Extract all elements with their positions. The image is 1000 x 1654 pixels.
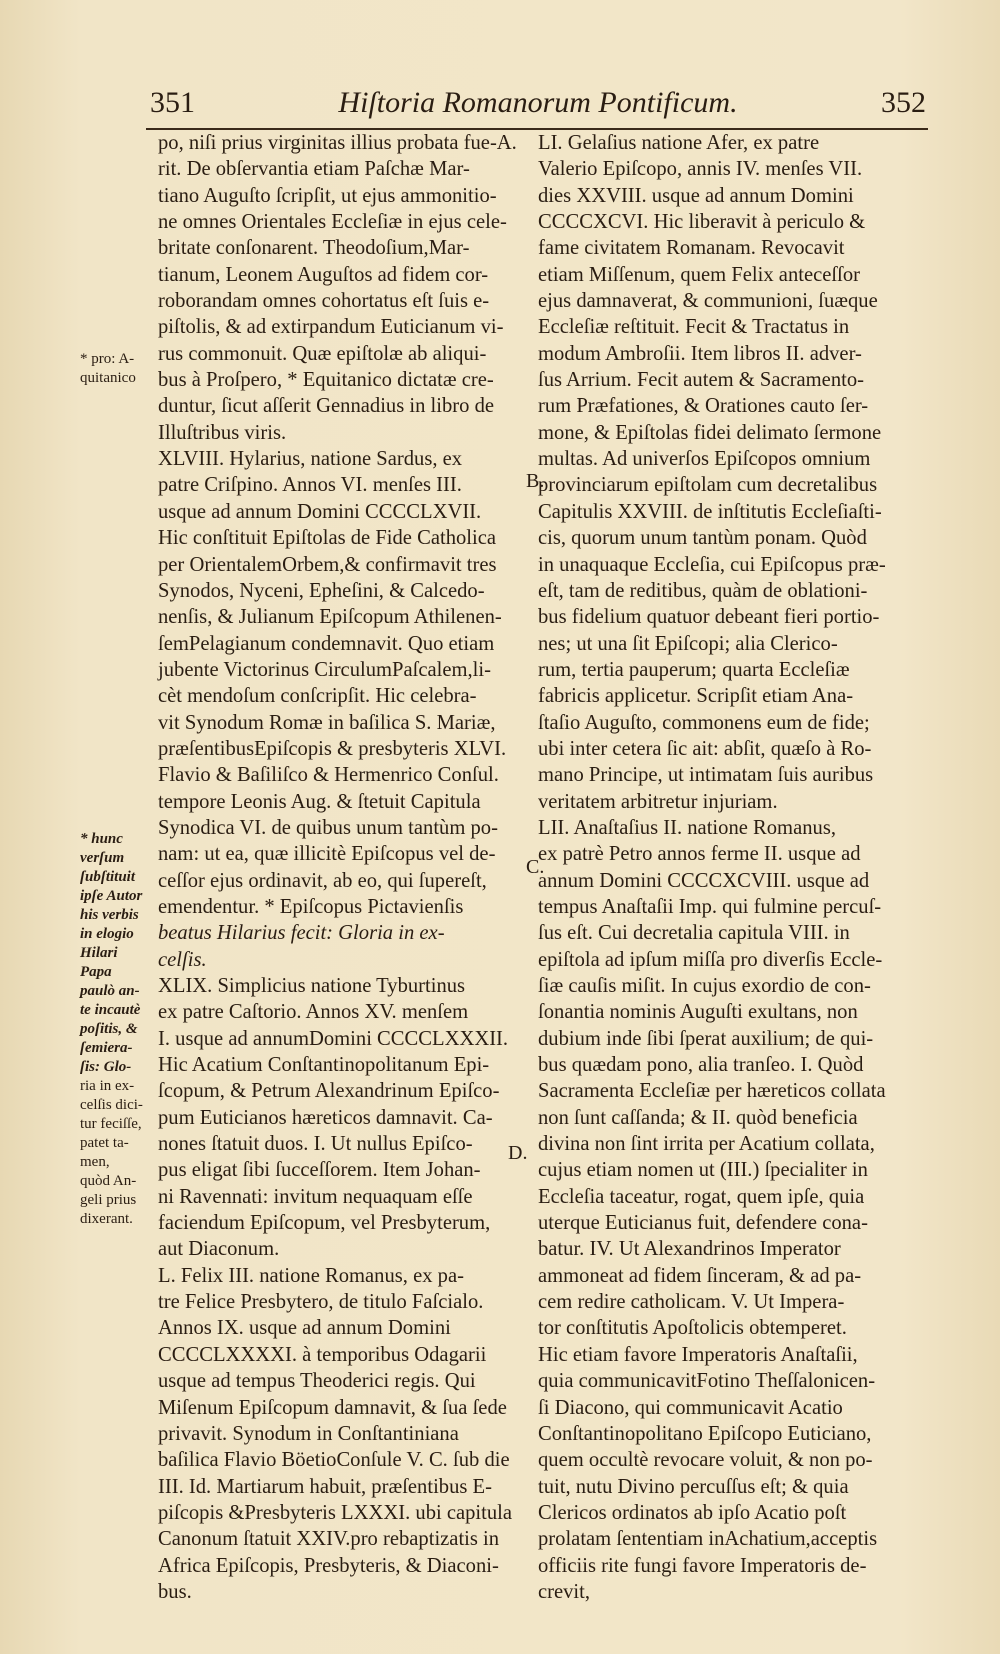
- text-line: bus fidelium quatuor debeant fieri portio-: [538, 606, 880, 629]
- text-line: epiſtola ad ipſum miſſa pro diverſis Eccle-: [538, 948, 883, 971]
- text-line: usque ad tempus Theoderici regis. Qui: [158, 1370, 476, 1393]
- text-line: pus eligat ſibi ſucceſſorem. Item Johan-: [158, 1159, 481, 1182]
- text-line: rit. De obſervantia etiam Paſchæ Mar-: [158, 158, 470, 181]
- text-line: in unaquaque Eccleſia, cui Epiſcopus præ-: [538, 553, 886, 576]
- margin-note-line: * pro: A-: [80, 351, 135, 367]
- text-line: britate conſonarent. Theodoſium,Mar-: [158, 237, 470, 260]
- margin-note-line: geli prius: [80, 1192, 137, 1208]
- margin-note-line: ſis: Glo-: [80, 1059, 132, 1075]
- page-header: [150, 86, 926, 130]
- text-line: bus.: [158, 1580, 192, 1603]
- text-line: LII. Anaſtaſius II. natione Romanus,: [538, 816, 836, 839]
- text-line: Conſtantinopolitano Epiſcopo Euticiano,: [538, 1422, 872, 1445]
- text-line: præſentibusEpiſcopis & presbyteris XLVI.: [158, 737, 507, 760]
- text-line: nam: ut ea, quæ illicitè Epiſcopus vel de-: [158, 843, 496, 866]
- text-line: ſiæ cauſis miſit. In cujus exordio de con-: [538, 975, 871, 997]
- page-number-right: 352: [881, 86, 926, 119]
- text-line: piſtolis, & ad extirpandum Euticianum vi-: [158, 316, 504, 339]
- margin-note-line: paulò an-: [80, 983, 140, 999]
- text-line: ſus Arrium. Fecit autem & Sacramento-: [538, 369, 864, 392]
- text-line: ubi inter cetera ſic ait: abſit, quæſo à Ro-: [538, 737, 872, 760]
- margin-note-line: quitanico: [80, 370, 136, 386]
- text-line: Capitulis XXVIII. de inſtitutis Eccleſiaſti-: [538, 500, 882, 523]
- margin-note-line: poſitis, &: [80, 1021, 138, 1037]
- text-line: ſtaſio Auguſto, commonens eum de fide;: [538, 711, 870, 734]
- left-column: [158, 130, 536, 1605]
- text-line: rus commonuit. Quæ epiſtolæ ab aliqui-: [158, 342, 487, 365]
- text-line: mano Principe, ut intimatam ſuis auribus: [538, 764, 874, 787]
- text-line: nenſis, & Julianum Epiſcopum Athilenen-: [158, 606, 502, 629]
- margin-note-line: ſemiera-: [80, 1040, 133, 1056]
- text-line: III. Id. Martiarum habuit, præſentibus E-: [158, 1475, 492, 1498]
- text-line: tempore Leonis Aug. & ſtetuit Capitula: [158, 790, 481, 813]
- text-line: LI. Gelaſius natione Afer, ex patre: [538, 132, 820, 154]
- text-line: bus quædam pono, alia tranſeo. I. Quòd: [538, 1054, 864, 1077]
- text-line: cis, quorum unum tantùm ponam. Quòd: [538, 527, 867, 550]
- text-line: tor conſtitutis Apoſtolicis obtemperet.: [538, 1317, 847, 1340]
- text-line: tre Felice Presbytero, de titulo Faſcialo.: [158, 1291, 484, 1314]
- text-line: provinciarum epiſtolam cum decretalibus: [538, 474, 878, 497]
- text-line: Miſenum Epiſcopum damnavit, & ſua ſede: [158, 1396, 507, 1419]
- text-line: Clericos ordinatos ab ipſo Acatio poſt: [538, 1501, 847, 1524]
- text-line: ſemPelagianum condemnavit. Quo etiam: [158, 632, 495, 655]
- text-line: emendentur. * Epiſcopus Pictavienſis: [158, 895, 464, 918]
- text-line: duntur, ſicut aſſerit Gennadius in libro de: [158, 395, 495, 418]
- text-line: annum Domini CCCCXCVIII. usque ad: [538, 869, 870, 892]
- text-line: ni Ravennati: invitum nequaquam eſſe: [158, 1185, 473, 1208]
- text-line: mone, & Epiſtolas fidei delimato ſermone: [538, 421, 882, 444]
- text-line: Hic Acatium Conſtantinopolitanum Epi-: [158, 1054, 490, 1077]
- text-line: Synodica VI. de quibus unum tantùm po-: [158, 816, 498, 839]
- text-line: non ſunt caſſanda; & II. quòd beneficia: [538, 1106, 858, 1129]
- text-line: batur. IV. Ut Alexandrinos Imperator: [538, 1238, 841, 1261]
- page-number-left: 351: [150, 86, 195, 119]
- text-line: rum Præfationes, & Orationes cauto ſer-: [538, 395, 869, 418]
- text-line: piſcopis &Presbyteris LXXXI. ubi capitula: [158, 1501, 513, 1524]
- text-line: vit Synodum Romæ in baſilica S. Mariæ,: [158, 711, 496, 734]
- text-line: roborandam omnes cohortatus eſt ſuis e-: [158, 290, 490, 313]
- margin-note-line: ria in ex-: [80, 1078, 135, 1094]
- text-line: Synodos, Nyceni, Epheſini, & Calcedo-: [158, 579, 485, 602]
- text-line: crevit,: [538, 1580, 591, 1603]
- text-line: bus à Proſpero, * Equitanico dictatæ cre-: [158, 369, 494, 392]
- text-line: Canonum ſtatuit XXIV.pro rebaptizatis in: [158, 1528, 500, 1551]
- text-line: modum Ambroſii. Item libros II. adver-: [538, 342, 862, 365]
- margin-note-line: ipſe Autor: [80, 888, 143, 904]
- right-column: [538, 130, 933, 1605]
- margin-note-line: dixerant.: [80, 1211, 133, 1227]
- section-marker-b: B.: [526, 470, 545, 492]
- text-line: ceſſor ejus ordinavit, ab eo, qui ſupereſt,: [158, 869, 487, 892]
- margin-note-line: tur feciſſe,: [80, 1116, 142, 1132]
- text-line: eſt, tam de reditibus, quàm de oblationi-: [538, 579, 868, 602]
- text-line: celſis.: [158, 948, 207, 971]
- text-line: usque ad annum Domini CCCCLXVII.: [158, 500, 482, 523]
- margin-note-line: Hilari: [80, 945, 118, 961]
- text-line: po, niſi prius virginitas illius probata fue-A.: [158, 132, 517, 154]
- text-line: uterque Euticianus fuit, defendere cona-: [538, 1212, 868, 1235]
- text-line: Annos IX. usque ad annum Domini: [158, 1317, 451, 1340]
- margin-note-line: celſis dici-: [80, 1097, 143, 1113]
- running-title: Hiſtoria Romanorum Pontificum.: [338, 86, 738, 119]
- text-line: tuit, nutu Divino percuſſus eſt; & quia: [538, 1475, 849, 1498]
- text-line: nes; ut una ſit Epiſcopi; alia Clerico-: [538, 632, 838, 655]
- text-line: ejus damnaverat, & communioni, ſuæque: [538, 290, 878, 313]
- text-line: tiano Auguſto ſcripſit, ut ejus ammonitio-: [158, 184, 497, 207]
- text-line: multas. Ad univerſos Epiſcopos omnium: [538, 448, 871, 471]
- text-line: Hic etiam favore Imperatoris Anaſtaſii,: [538, 1343, 858, 1366]
- text-line: CCCCLXXXXI. à temporibus Odagarii: [158, 1343, 487, 1366]
- text-line: etiam Miſſenum, quem Felix anteceſſor: [538, 263, 860, 286]
- text-line: quem occultè revocare voluit, & non po-: [538, 1449, 873, 1472]
- text-line: ex patrè Petro annos ferme II. usque ad: [538, 843, 861, 866]
- text-line: ſi Diacono, qui communicavit Acatio: [538, 1396, 843, 1419]
- text-line: cèt mendoſum conſcripſit. Hic celebra-: [158, 685, 477, 708]
- text-line: I. usque ad annumDomini CCCCLXXXII.: [158, 1027, 509, 1050]
- margin-note-line: * hunc: [80, 831, 123, 847]
- section-marker-d: D.: [508, 1142, 528, 1164]
- text-line: Valerio Epiſcopo, annis IV. menſes VII.: [538, 158, 863, 181]
- text-line: tempus Anaſtaſii Imp. qui fulmine percuſ-: [538, 895, 882, 918]
- margin-note-line: te incautè: [80, 1002, 141, 1018]
- text-line: per OrientalemOrbem,& confirmavit tres: [158, 553, 497, 576]
- margin-note-line: Papa: [80, 964, 112, 980]
- text-line: cem redire catholicam. V. Ut Impera-: [538, 1291, 845, 1314]
- text-line: XLVIII. Hylarius, natione Sardus, ex: [158, 448, 463, 471]
- margin-note-line: ſubſtituit: [80, 869, 136, 885]
- text-line: Eccleſiæ reſtituit. Fecit & Tractatus in: [538, 316, 850, 339]
- text-line: rum, tertia pauperum; quarta Eccleſiæ: [538, 658, 850, 681]
- margin-note-line: in elogio: [80, 926, 134, 942]
- text-line: ſus eſt. Cui decretalia capitula VIII. in: [538, 922, 850, 945]
- text-line: ammoneat ad fidem ſinceram, & ad pa-: [538, 1264, 862, 1287]
- text-line: jubente Victorinus CirculumPaſcalem,li-: [158, 658, 491, 681]
- text-line: L. Felix III. natione Romanus, ex pa-: [158, 1264, 464, 1287]
- margin-note-line: patet ta-: [80, 1135, 129, 1151]
- text-line: privavit. Synodum in Conſtantiniana: [158, 1422, 459, 1445]
- section-marker-c: C.: [526, 856, 545, 878]
- margin-note-line: quòd An-: [80, 1173, 137, 1189]
- text-line: Illuſtribus viris.: [158, 421, 287, 444]
- text-line: Sacramenta Eccleſiæ per hæreticos collata: [538, 1080, 886, 1103]
- text-line: ex patre Caſtorio. Annos XV. menſem: [158, 1001, 469, 1024]
- text-line: fame civitatem Romanam. Revocavit: [538, 237, 845, 260]
- text-line: fabricis applicetur. Scripſit etiam Ana-: [538, 685, 854, 708]
- text-line: ſonantia nominis Auguſti exultans, non: [538, 1001, 858, 1024]
- margin-note-line: his verbis: [80, 907, 139, 923]
- text-line: Eccleſia taceatur, rogat, quem ipſe, quia: [538, 1185, 865, 1208]
- text-line: cujus etiam nomen ut (III.) ſpecialiter in: [538, 1159, 868, 1182]
- text-line: XLIX. Simplicius natione Tyburtinus: [158, 975, 466, 997]
- text-line: faciendum Epiſcopum, vel Presbyterum,: [158, 1212, 491, 1235]
- text-line: pum Euticianos hæreticos damnavit. Ca-: [158, 1106, 493, 1129]
- text-line: Hic conſtituit Epiſtolas de Fide Catholica: [158, 527, 497, 550]
- text-line: Africa Epiſcopis, Presbyteris, & Diaconi-: [158, 1554, 499, 1577]
- text-line: Flavio & Baſiliſco & Hermenrico Conſul.: [158, 764, 499, 787]
- text-line: ne omnes Orientales Eccleſiæ in ejus cele-: [158, 211, 507, 234]
- text-line: officiis rite fungi favore Imperatoris de-: [538, 1554, 867, 1577]
- text-line: nones ſtatuit duos. I. Ut nullus Epiſco-: [158, 1133, 473, 1156]
- text-line: veritatem arbitretur injuriam.: [538, 790, 778, 813]
- text-line: prolatam ſententiam inAchatium,acceptis: [538, 1528, 878, 1551]
- text-line: baſilica Flavio BöetioConſule V. C. ſub die: [158, 1449, 510, 1472]
- text-line: tianum, Leonem Auguſtos ad fidem cor-: [158, 263, 489, 286]
- text-line: ſcopum, & Petrum Alexandrinum Epiſco-: [158, 1080, 500, 1103]
- text-line: CCCCXCVI. Hic liberavit à periculo &: [538, 211, 866, 234]
- text-line: beatus Hilarius fecit: Gloria in ex-: [158, 922, 445, 945]
- text-line: patre Criſpino. Annos VI. menſes III.: [158, 474, 462, 497]
- margin-note-line: verſum: [80, 850, 125, 866]
- text-line: divina non ſint irrita per Acatium collata,: [538, 1133, 875, 1156]
- text-line: dies XXVIII. usque ad annum Domini: [538, 184, 854, 207]
- text-line: aut Diaconum.: [158, 1238, 280, 1261]
- text-line: dubium inde ſibi ſperat auxilium; de qui-: [538, 1027, 874, 1050]
- margin-note-line: men,: [80, 1154, 110, 1170]
- text-line: quia communicavitFotino Theſſalonicen-: [538, 1370, 876, 1393]
